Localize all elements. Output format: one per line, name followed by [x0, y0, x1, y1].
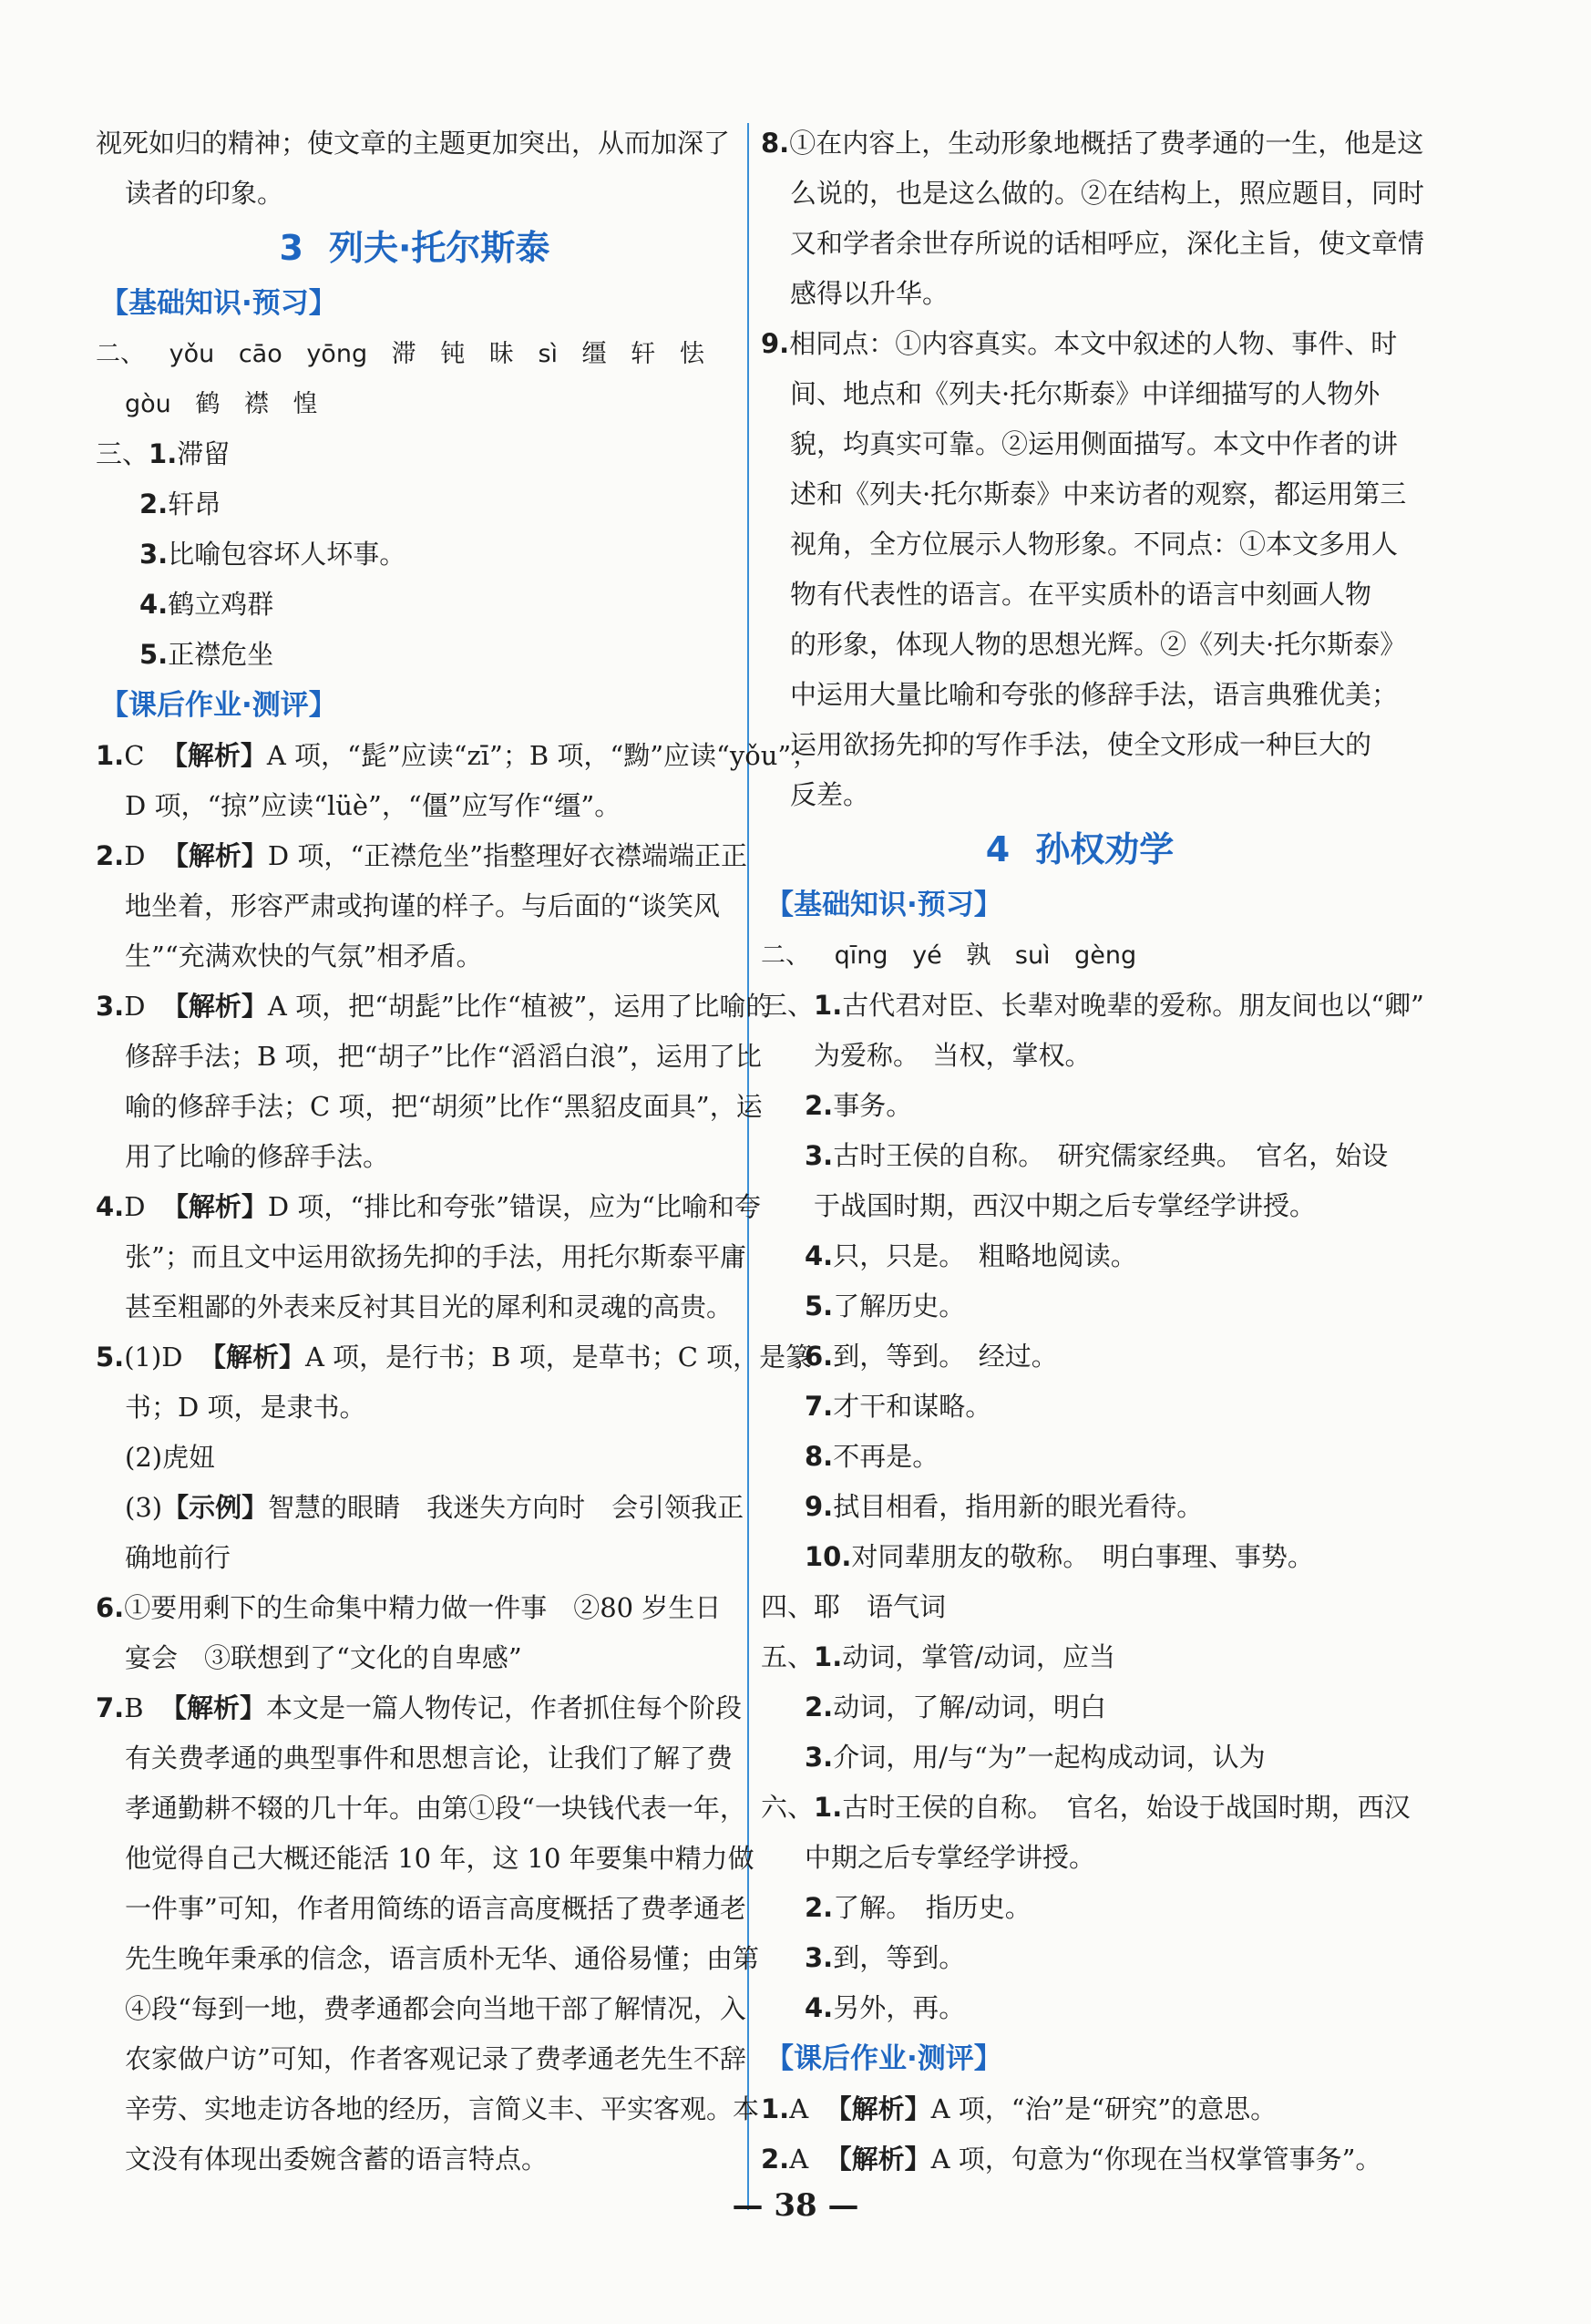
item-number: 7.	[805, 1391, 834, 1422]
answer-text: 只，只是。 粗略地阅读。	[833, 1240, 1137, 1271]
answer-line: 么说的，也是这么做的。②在结构上，照应题目，同时	[790, 178, 1425, 209]
character-answer: 滞	[391, 340, 416, 368]
question-3-item	[761, 1382, 1399, 1432]
item-number: 9.	[805, 1491, 834, 1522]
analysis-text: A 项，把“胡髭”比作“植被”，运用了比喻的	[267, 991, 773, 1022]
answer-text: 对同辈朋友的敬称。 明白事理、事势。	[851, 1541, 1314, 1572]
lesson-number: 4	[985, 829, 1011, 869]
answer-text: 滞留	[177, 438, 231, 469]
analysis-line: D 项，“掠”应读“lüè”，“僵”应写作“缰”。	[125, 790, 621, 821]
pinyin-answer: yǒu	[169, 340, 215, 368]
analysis-tag: 【解析】	[825, 2144, 931, 2175]
question-3-item	[96, 429, 734, 479]
item-number: 3.	[805, 1140, 834, 1171]
section-heading-homework: 【课后作业·测评】	[765, 2042, 1002, 2075]
answer-text: 了解历史。	[833, 1291, 966, 1321]
analysis-line: 修辞手法；B 项，把“胡子”比作“滔滔白浪”，运用了比	[125, 1041, 762, 1072]
analysis-tag: 【解析】	[161, 1191, 268, 1222]
lesson-name: 孙权劝学	[1035, 829, 1175, 869]
item-number: 10.	[805, 1541, 852, 1572]
answer-8	[761, 118, 1424, 169]
question-3-item	[761, 981, 1424, 1031]
item-number: 6.	[805, 1341, 834, 1372]
analysis-text: A 项，“髭”应读“zī”；B 项，“黝”应读“yǒu”；	[266, 740, 818, 771]
question-5-item	[761, 1632, 1399, 1682]
analysis-line: 有关费孝通的典型事件和思想言论，让我们了解了费	[125, 1743, 734, 1774]
answer-text: 古时王侯的自称。 官名，始设于战国时期，西汉	[842, 1792, 1411, 1823]
question-3-item	[761, 1482, 1399, 1532]
question-5-item	[761, 1733, 1399, 1783]
item-number: 6.	[96, 1592, 125, 1623]
answer-3	[96, 982, 773, 1032]
character-answer: 轩	[631, 340, 656, 368]
character-answer: 鹤	[195, 390, 221, 418]
character-answer: 襟	[243, 390, 269, 418]
analysis-line: 喻的修辞手法；C 项，把“胡须”比作“黑貂皮面具”，运	[125, 1091, 763, 1122]
item-number: 1.	[96, 740, 125, 771]
answer-text: ①在内容上，生动形象地概括了费孝通的一生，他是这	[789, 128, 1424, 159]
question-3-item	[761, 1332, 1399, 1382]
item-number: 1.	[814, 1792, 843, 1823]
pinyin-answer: qīng	[834, 941, 888, 970]
analysis-text: A 项，句意为“你现在当权掌管事务”。	[930, 2144, 1382, 2175]
question-5-item	[761, 1682, 1399, 1733]
answer-text: 拭目相看，指用新的眼光看待。	[833, 1491, 1204, 1522]
answer-line: 感得以升华。	[790, 278, 949, 309]
item-number: 2.	[761, 2144, 790, 2175]
answer-line: 宴会 ③联想到了“文化的自卑感”	[125, 1642, 522, 1673]
lesson-title	[761, 820, 1399, 879]
section-heading-basic: 【基础知识·预习】	[765, 889, 1002, 921]
analysis-tag: 【解析】	[825, 2093, 931, 2124]
answer-choice: C	[124, 740, 145, 771]
pinyin-answer: sì	[538, 340, 559, 368]
answer-line: 物有代表性的语言。在平实质朴的语言中刻画人物	[790, 579, 1372, 610]
question-label: 三、	[761, 990, 815, 1021]
answer-text: 古代君对臣、长辈对晚辈的爱称。朋友间也以“卿”	[842, 990, 1424, 1021]
question-6-item	[761, 1783, 1411, 1833]
answer-6	[96, 1583, 734, 1633]
answer-choice: A	[789, 2093, 809, 2124]
answer-choice: D	[124, 840, 146, 871]
analysis-line: 孝通勤耕不辍的几十年。由第①段“一块钱代表一年，	[125, 1793, 746, 1824]
sub-label: (3)	[125, 1492, 163, 1523]
item-number: 2.	[805, 1892, 834, 1923]
analysis-text: D 项，“排比和夸张”错误，应为“比喻和夸	[267, 1191, 761, 1222]
analysis-line: 一件事”可知，作者用简练的语言高度概括了费孝通老	[125, 1893, 746, 1924]
analysis-line: 生”“充满欢快的气氛”相矛盾。	[125, 941, 483, 972]
item-number: 8.	[805, 1441, 834, 1472]
lesson-number: 3	[279, 228, 303, 268]
question-3-item	[96, 530, 734, 580]
answer-choice: A	[789, 2144, 809, 2175]
lesson-name: 列夫·托尔斯泰	[329, 228, 550, 268]
item-number: 2.	[805, 1090, 834, 1121]
example-tag: 【示例】	[162, 1492, 269, 1523]
character-answer: 惶	[293, 390, 318, 418]
answer-text: 比喻包容坏人坏事。	[168, 539, 406, 570]
character-answer: 昧	[488, 340, 514, 368]
answer-line: 又和学者余世存所说的话相呼应，深化主旨，使文章情	[790, 228, 1425, 259]
analysis-line: 书；D 项，是隶书。	[125, 1392, 366, 1423]
item-number: 8.	[761, 128, 790, 159]
question-2	[761, 931, 1399, 981]
question-6-item	[761, 1983, 1399, 2033]
item-number: 1.	[814, 1641, 843, 1672]
item-number: 5.	[96, 1342, 125, 1373]
item-number: 3.	[805, 1742, 834, 1773]
analysis-text: A 项，是行书；B 项，是草书；C 项，是篆	[305, 1342, 813, 1373]
answer-text: 相同点：①内容真实。本文中叙述的人物、事件、时	[789, 328, 1398, 359]
item-number: 2.	[96, 840, 125, 871]
question-3-item	[96, 479, 734, 530]
answer-line: 视角，全方位展示人物形象。不同点：①本文多用人	[790, 529, 1399, 560]
analysis-text: 本文是一篇人物传记，作者抓住每个阶段	[265, 1692, 742, 1723]
analysis-tag: 【解析】	[160, 740, 267, 771]
answer-7	[96, 1683, 742, 1733]
answer-text: 轩昂	[168, 488, 221, 519]
item-number: 5.	[139, 639, 169, 670]
answer-text: 了解。 指历史。	[833, 1892, 1032, 1923]
question-label: 五、	[761, 1641, 815, 1672]
question-4	[761, 1582, 1399, 1632]
answer-line: 中期之后专掌经学讲授。	[805, 1842, 1096, 1873]
question-6-item	[761, 1933, 1399, 1983]
analysis-line: 张”；而且文中运用欲扬先抑的手法，用托尔斯泰平庸	[125, 1241, 746, 1272]
character-answer: 缰	[581, 340, 607, 368]
answer-2	[96, 831, 748, 881]
answer-text: 不再是。	[833, 1441, 939, 1472]
answer-text: 事务。	[833, 1090, 913, 1121]
page-number: — 38 —	[732, 2187, 859, 2224]
character-answer: 怯	[679, 340, 704, 368]
question-label: 六、	[761, 1792, 815, 1823]
answer-text: 另外，再。	[833, 1992, 966, 2023]
question-3-item	[96, 630, 734, 680]
question-3-item	[761, 1081, 1399, 1131]
analysis-text: D 项，“正襟危坐”指整理好衣襟端端正正	[267, 840, 748, 871]
right-column	[761, 118, 1425, 2185]
column-divider	[747, 123, 749, 2210]
answer-text: 介词，用/与“为”一起构成动词，认为	[833, 1742, 1266, 1773]
answer-text: 智慧的眼睛 我迷失方向时 会引领我正	[268, 1492, 744, 1523]
question-6-item	[761, 1883, 1399, 1933]
analysis-line: 他觉得自己大概还能活 10 年，这 10 年要集中精力做	[125, 1843, 754, 1874]
answer-choice: D	[124, 1191, 146, 1222]
question-3-item	[761, 1432, 1399, 1482]
answer-line: 于战国时期，西汉中期之后专掌经学讲授。	[814, 1190, 1317, 1221]
pinyin-answer: cāo	[238, 340, 282, 368]
question-label: 二、	[96, 340, 145, 368]
answer-line: 为爱称。 当权，掌权。	[814, 1040, 1092, 1071]
item-number: 4.	[96, 1191, 125, 1222]
character-answer: 孰	[966, 941, 991, 970]
answer-text: 动词，了解/动词，明白	[833, 1692, 1106, 1722]
item-number: 4.	[805, 1240, 834, 1271]
item-number: 4.	[139, 589, 169, 620]
answer-text: 到，等到。 经过。	[833, 1341, 1058, 1372]
item-number: 3.	[96, 991, 125, 1022]
answer-text: 到，等到。	[833, 1942, 966, 1973]
question-label: 二、	[761, 941, 810, 970]
item-number: 2.	[805, 1692, 834, 1722]
analysis-line: 地坐着，形容严肃或拘谨的样子。与后面的“谈笑风	[125, 890, 720, 921]
answer-text: 鹤立鸡群	[168, 589, 274, 620]
answer-line: 貌，均真实可靠。②运用侧面描写。本文中作者的讲	[790, 428, 1399, 459]
answer-text: 动词，掌管/动词，应当	[842, 1641, 1115, 1672]
question-2-cont	[96, 379, 734, 429]
answer-choice: D	[124, 991, 146, 1022]
pinyin-answer: yé	[912, 941, 942, 970]
question-2	[96, 329, 734, 379]
item-number: 1.	[761, 2093, 790, 2124]
answer-text: 古时王侯的自称。 研究儒家经典。 官名，始设	[833, 1140, 1389, 1171]
answer-choice: (1)D	[124, 1342, 183, 1373]
question-3-item	[761, 1131, 1399, 1181]
item-number: 2.	[139, 488, 169, 519]
item-number: 3.	[805, 1942, 834, 1973]
answer-choice: B	[124, 1692, 144, 1723]
text-line: 读者的印象。	[125, 178, 284, 209]
analysis-tag: 【解析】	[161, 991, 268, 1022]
pinyin-answer: gèng	[1074, 941, 1137, 970]
text-line: 视死如归的精神；使文章的主题更加突出，从而加深了	[96, 128, 731, 159]
answer-text: ①要用剩下的生命集中精力做一件事 ②80 岁生日	[124, 1592, 722, 1623]
answer-text: 才干和谋略。	[833, 1391, 992, 1422]
pinyin-answer: gòu	[125, 390, 171, 418]
answer-1	[761, 2084, 1399, 2134]
question-3-item	[761, 1281, 1399, 1332]
item-number: 1.	[814, 990, 843, 1021]
analysis-line: 甚至粗鄙的外表来反衬其目光的犀利和灵魂的高贵。	[125, 1291, 734, 1322]
analysis-line: ④段“每到一地，费孝通都会向当地干部了解情况，入	[125, 1993, 746, 2024]
item-number: 5.	[805, 1291, 834, 1321]
analysis-text: A 项，“治”是“研究”的意思。	[930, 2093, 1278, 2124]
item-number: 9.	[761, 328, 790, 359]
left-column	[96, 118, 818, 2185]
answer-text: 正襟危坐	[168, 639, 274, 670]
item-number: 4.	[805, 1992, 834, 2023]
section-heading-homework: 【课后作业·测评】	[100, 689, 337, 722]
item-number: 1.	[149, 438, 178, 469]
analysis-line: 用了比喻的修辞手法。	[125, 1141, 390, 1172]
answer-2	[761, 2134, 1399, 2185]
analysis-line: 先生晚年秉承的信念，语言质朴无华、通俗易懂；由第	[125, 1943, 760, 1974]
section-heading-basic: 【基础知识·预习】	[100, 287, 337, 320]
answer-line: 运用欲扬先抑的写作手法，使全文形成一种巨大的	[790, 729, 1372, 760]
analysis-line: 农家做户访”可知，作者客观记录了费孝通老先生不辞	[125, 2043, 746, 2074]
answer-1	[96, 731, 818, 781]
answer-4	[96, 1182, 761, 1232]
lesson-title	[96, 219, 734, 278]
answer-9	[761, 319, 1399, 369]
answer-line: 述和《列夫·托尔斯泰》中来访者的观察，都运用第三	[790, 478, 1407, 509]
analysis-tag: 【解析】	[159, 1692, 266, 1723]
question-3-item	[96, 580, 734, 630]
analysis-tag: 【解析】	[199, 1342, 305, 1373]
answer-line: 中运用大量比喻和夸张的修辞手法，语言典雅优美；	[790, 679, 1399, 710]
question-label: 三、	[96, 438, 149, 469]
answer-5	[96, 1332, 813, 1383]
answer-line: 反差。	[790, 779, 870, 810]
analysis-tag: 【解析】	[161, 840, 268, 871]
answer-line: 间、地点和《列夫·托尔斯泰》中详细描写的人物外	[790, 378, 1381, 409]
pinyin-answer: suì	[1014, 941, 1051, 970]
answer-text: 耶 语气词	[814, 1591, 947, 1622]
character-answer: 钝	[440, 340, 466, 368]
sub-answer	[96, 1483, 744, 1533]
pinyin-answer: yōng	[306, 340, 368, 368]
question-3-item	[761, 1231, 1399, 1281]
analysis-line: 文没有体现出委婉含蓄的语言特点。	[125, 2144, 549, 2175]
sub-answer: (2)虎妞	[125, 1442, 216, 1473]
question-3-item	[761, 1532, 1399, 1582]
item-number: 7.	[96, 1692, 125, 1723]
answer-line: 的形象，体现人物的思想光辉。②《列夫·托尔斯泰》	[790, 629, 1407, 660]
analysis-line: 辛劳、实地走访各地的经历，言简义丰、平实客观。本	[125, 2093, 760, 2124]
item-number: 3.	[139, 539, 169, 570]
question-label: 四、	[761, 1591, 815, 1622]
answer-line: 确地前行	[125, 1542, 231, 1573]
